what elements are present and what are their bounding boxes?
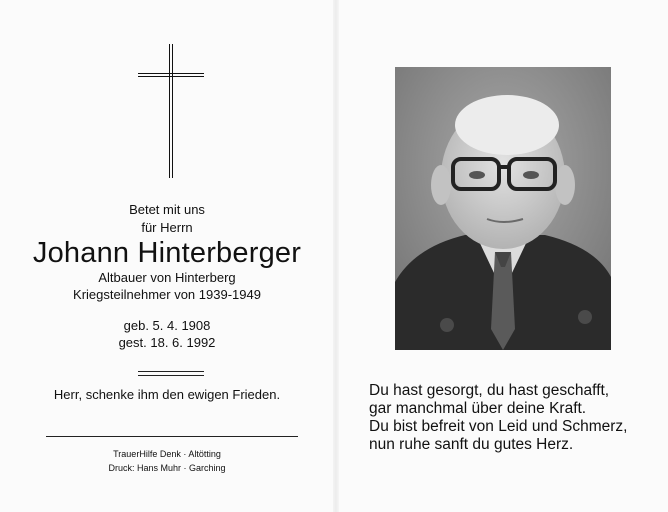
poem-line: Du hast gesorgt, du hast geschafft, bbox=[369, 382, 610, 399]
death-date: gest. 18. 6. 1992 bbox=[118, 335, 216, 350]
right-panel bbox=[339, 0, 668, 512]
portrait-photo bbox=[395, 67, 611, 350]
war-service: Kriegsteilnehmer von 1939-1949 bbox=[73, 287, 261, 302]
intro-line-1: Betet mit uns bbox=[129, 202, 205, 217]
poem-line: gar manchmal über deine Kraft. bbox=[369, 400, 587, 417]
deceased-name: Johann Hinterberger bbox=[32, 237, 302, 269]
occupation: Altbauer von Hinterberg bbox=[98, 270, 236, 285]
cross-icon bbox=[138, 44, 204, 178]
footer-divider bbox=[46, 436, 298, 437]
poem bbox=[369, 382, 665, 454]
credit-funeral-home: TrauerHilfe Denk · Altötting bbox=[113, 449, 221, 459]
intro-line-2: für Herrn bbox=[141, 220, 193, 235]
credit-printer: Druck: Hans Muhr · Garching bbox=[108, 463, 226, 473]
poem-line: nun ruhe sanft du gutes Herz. bbox=[369, 436, 574, 453]
prayer-text: Herr, schenke ihm den ewigen Frieden. bbox=[53, 387, 281, 402]
birth-date: geb. 5. 4. 1908 bbox=[123, 318, 211, 333]
double-rule-divider bbox=[138, 371, 204, 377]
poem-line: Du bist befreit von Leid und Schmerz, bbox=[369, 418, 628, 435]
